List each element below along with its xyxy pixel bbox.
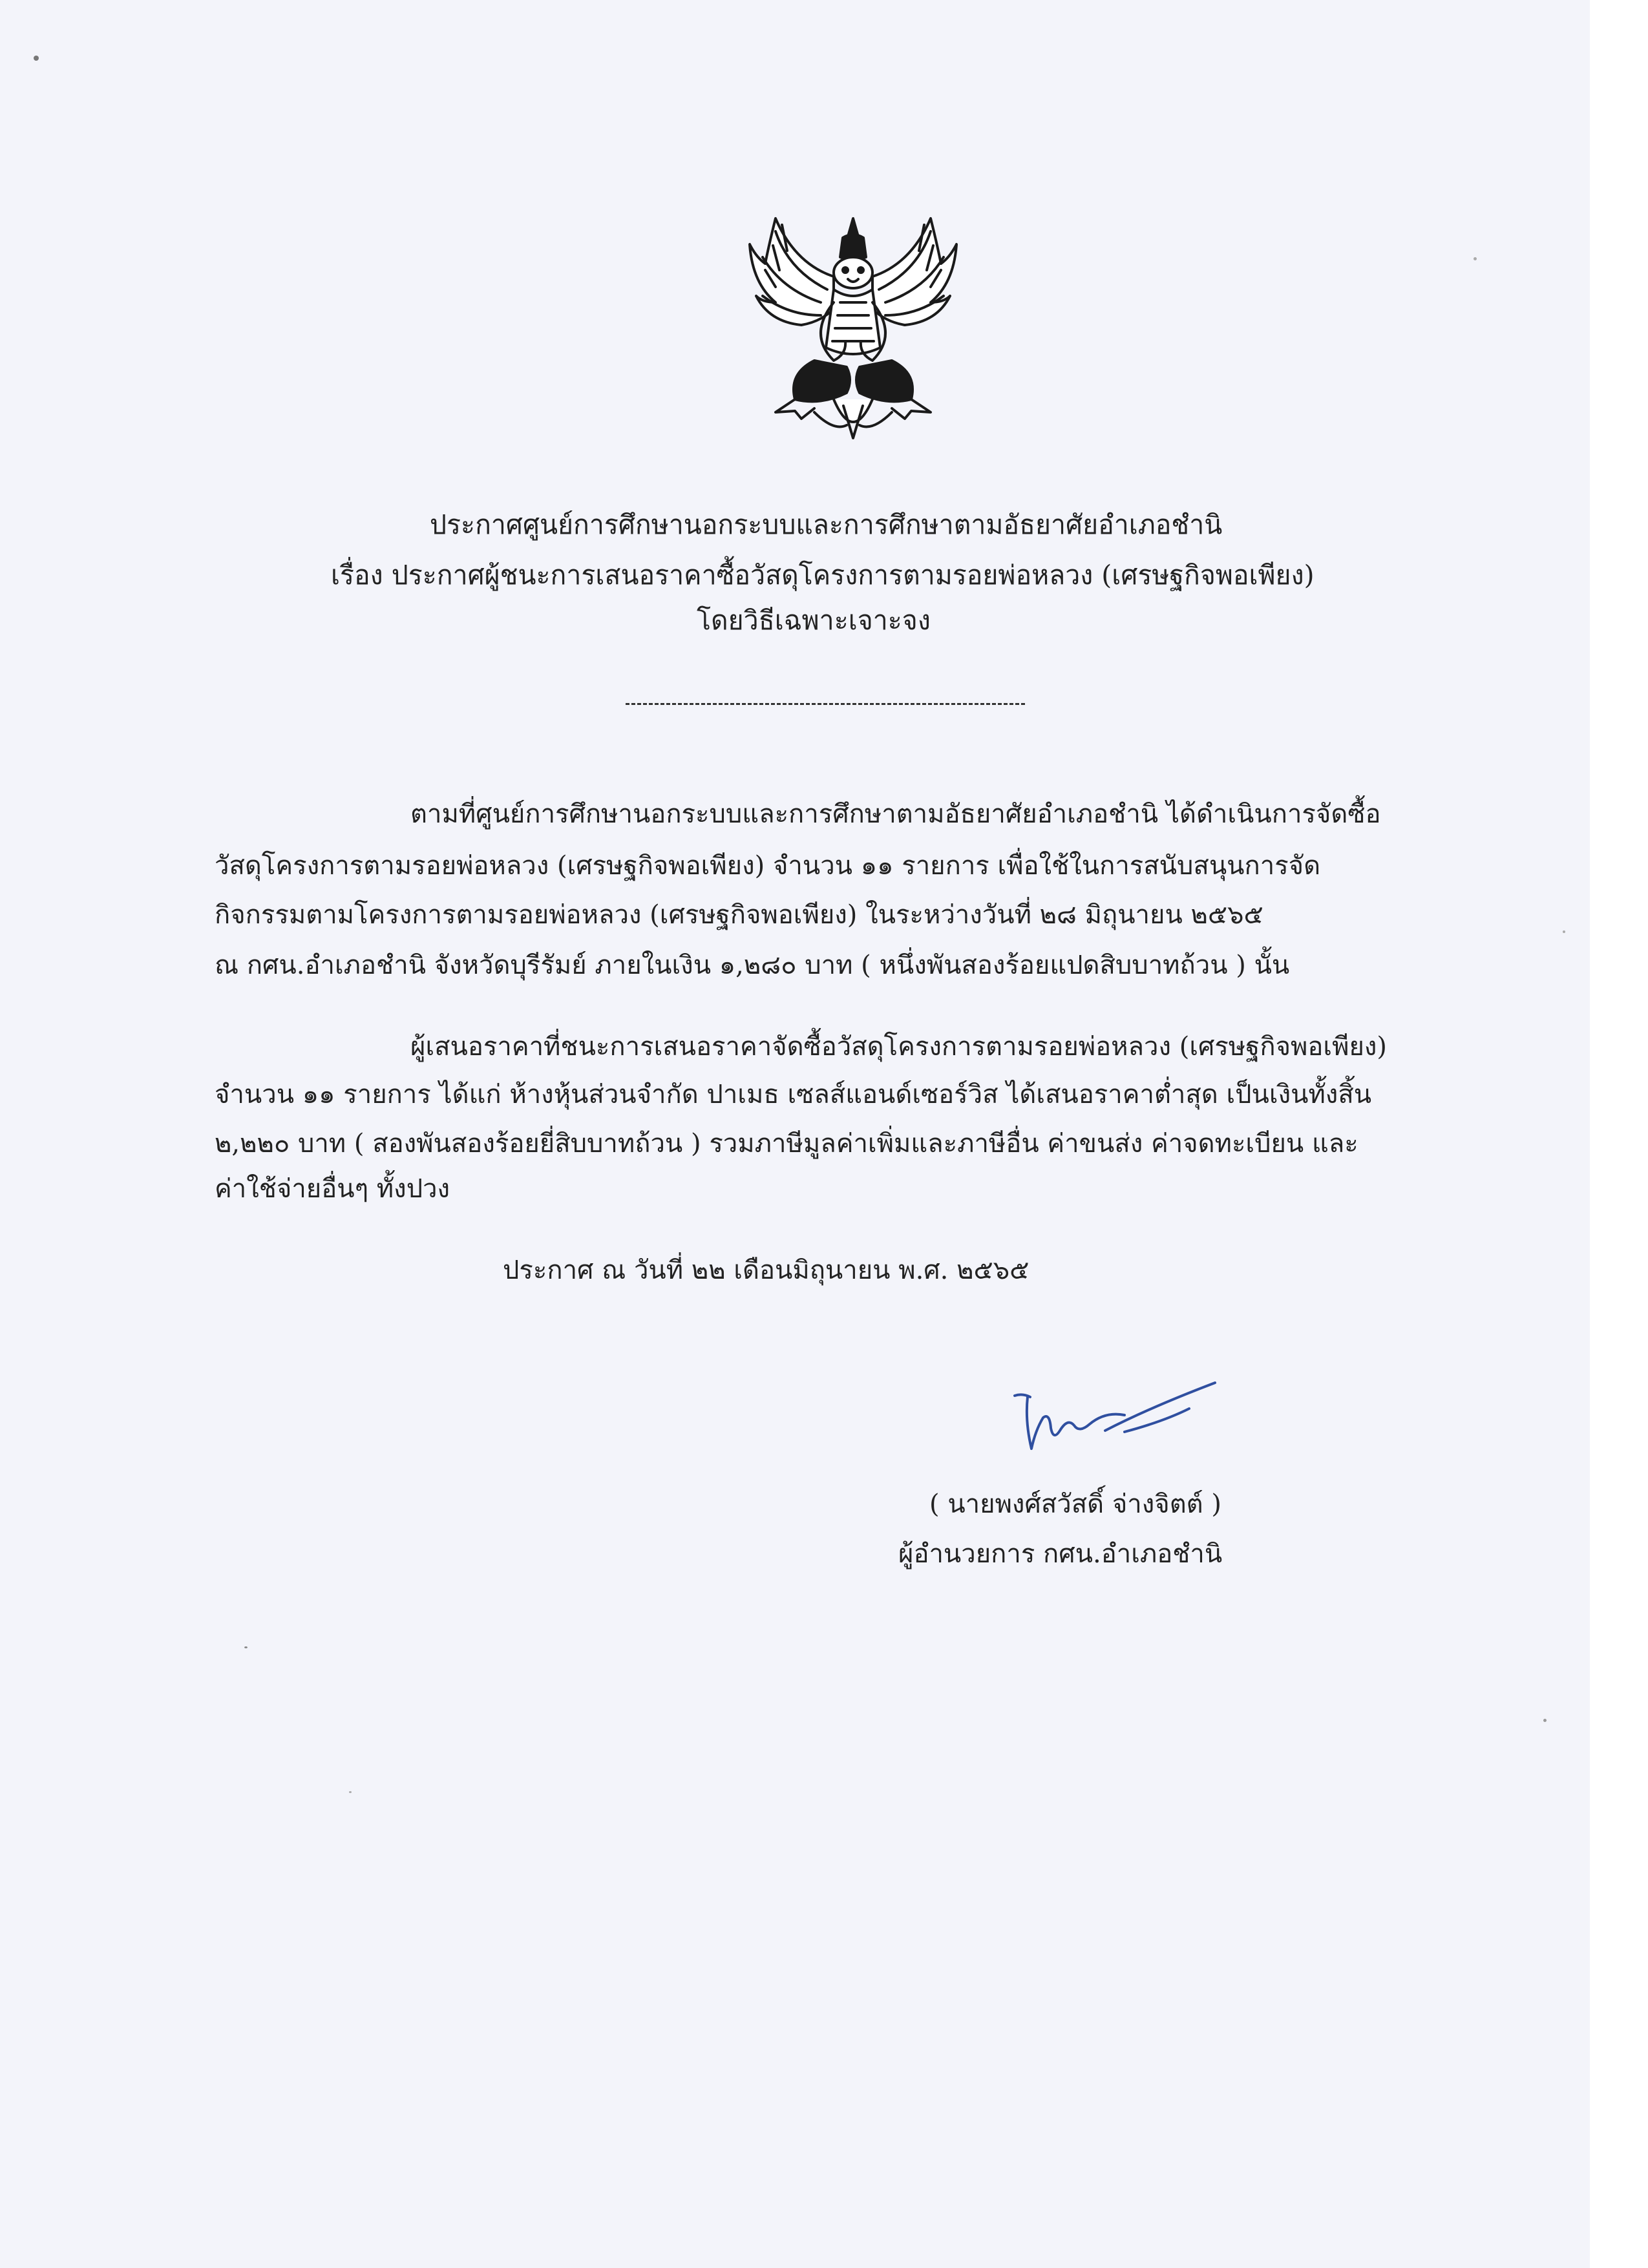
procurement-method: โดยวิธีเฉพาะเจาะจง [697,605,931,636]
scan-speck [1563,930,1565,933]
handwritten-signature [1008,1376,1241,1467]
paragraph-2-line-4: ค่าใช้จ่ายอื่นๆ ทั้งปวง [215,1174,450,1204]
paragraph-2-line-1: ผู้เสนอราคาที่ชนะการเสนอราคาจัดซื้อวัสดุโครงการตามรอยพ่อหลวง (เศรษฐกิจพอเพียง) [410,1032,1388,1062]
announcement-date: ประกาศ ณ วันที่ ๒๒ เดือนมิถุนายน พ.ศ. ๒๕๖๕ [503,1255,1030,1285]
separator-line [626,703,1025,705]
signatory-position: ผู้อำนวยการ กศน.อำเภอชำนิ [898,1539,1223,1569]
scan-margin [1590,0,1648,2268]
scan-speck [1543,1719,1547,1722]
paragraph-1-line-4: ณ กศน.อำเภอชำนิ จังหวัดบุรีรัมย์ ภายในเงิน ๑,๒๘๐ บาท ( หนึ่งพันสองร้อยแปดสิบบาทถ้วน ) นั้น [215,950,1290,980]
announcement-title: ประกาศศูนย์การศึกษานอกระบบและการศึกษาตามอัธยาศัยอำเภอชำนิ [430,509,1223,540]
paragraph-1-line-1: ตามที่ศูนย์การศึกษานอกระบบและการศึกษาตามอัธยาศัยอำเภอชำนิ ได้ดำเนินการจัดซื้อ [410,799,1381,829]
scan-speck [244,1646,248,1648]
garuda-emblem [737,205,969,457]
paragraph-2-line-2: จำนวน ๑๑ รายการ ได้แก่ ห้างหุ้นส่วนจำกัด ปาเมธ เซลส์แอนด์เซอร์วิส ได้เสนอราคาต่ำสุด เป็นเงินทั้งสิ้น [215,1080,1372,1109]
scan-speck [34,56,39,61]
scan-speck [1474,257,1477,260]
scan-speck [349,1791,352,1793]
paragraph-1-line-2: วัสดุโครงการตามรอยพ่อหลวง (เศรษฐกิจพอเพียง) จำนวน ๑๑ รายการ เพื่อใช้ในการสนับสนุนการจัด [215,851,1321,881]
announcement-subject: เรื่อง ประกาศผู้ชนะการเสนอราคาซื้อวัสดุโครงการตามรอยพ่อหลวง (เศรษฐกิจพอเพียง) [331,560,1315,591]
paragraph-1-line-3: กิจกรรมตามโครงการตามรอยพ่อหลวง (เศรษฐกิจพอเพียง) ในระหว่างวันที่ ๒๘ มิถุนายน ๒๕๖๕ [215,900,1263,930]
paragraph-2-line-3: ๒,๒๒๐ บาท ( สองพันสองร้อยยี่สิบบาทถ้วน ) รวมภาษีมูลค่าเพิ่มและภาษีอื่น ค่าขนส่ง ค่าจดทะเบียน และ [215,1129,1358,1159]
signatory-name: ( นายพงศ์สวัสดิ์ จ่างจิตต์ ) [929,1489,1221,1519]
